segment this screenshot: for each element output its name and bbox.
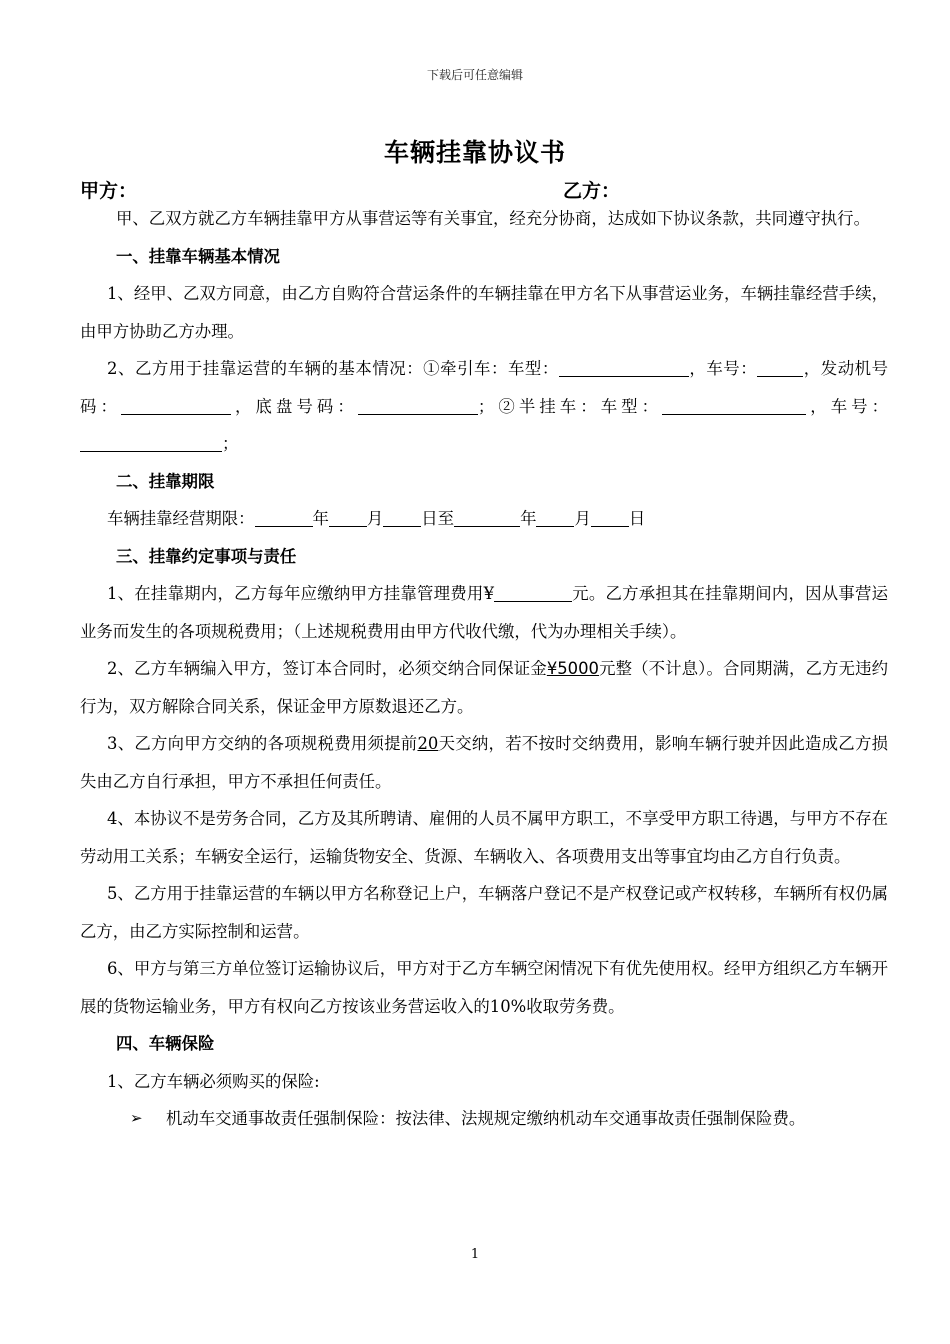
fee-text-tail: 元。乙方承担其在挂靠期间内，因从事营运业务而发生的各项规税费用；（上述规税费用由甲方代收代缴，代为办理相关手续）。 (80, 584, 889, 641)
insurance-bullet-text: 机动车交通事故责任强制保险：按法律、法规规定缴纳机动车交通事故责任强制保险费。 (166, 1109, 806, 1128)
advance-text-lead: 3、乙方向甲方交纳的各项规税费用须提前 (107, 734, 418, 753)
day-to-label: 日至 (421, 509, 455, 528)
insurance-bullet-item (80, 1100, 888, 1138)
section-3-para-3 (80, 725, 888, 800)
section-4-para-1: 1、乙方车辆必须购买的保险: (107, 1071, 320, 1091)
trailer-model-blank[interactable] (662, 396, 806, 415)
management-fee-blank[interactable] (494, 583, 572, 602)
section-3-para-6: 6、甲方与第三方单位签订运输协议后，甲方对于乙方车辆空闲情况下有优先使用权。经甲方组织乙方车辆开展的货物运输业务，甲方有权向乙方按该业务营运收入的10%收取劳务费。 (80, 959, 888, 1016)
section-3-para-5: 5、乙方用于挂靠运营的车辆以甲方名称登记上户，车辆落户登记不是产权登记或产权转移，车辆所有权仍属乙方，由乙方实际控制和运营。 (80, 884, 888, 941)
section-3-para-4: 4、本协议不是劳务合同，乙方及其所聘请、雇佣的人员不属甲方职工，不享受甲方职工待遇，与甲方不存在劳动用工关系；车辆安全运行，运输货物安全、货源、车辆收入、各项费用支出等事宜均由乙方自行负责。 (80, 809, 888, 866)
section-1-para-2 (80, 350, 888, 463)
advance-days: 20 (417, 734, 439, 753)
section-4-heading: 四、车辆保险 (116, 1034, 215, 1053)
chassis-number-label: ，底盘号码： (230, 396, 358, 416)
trailer-plate-label: ，车号： (806, 396, 889, 416)
year-label: 年 (312, 509, 329, 528)
day-label: 日 (628, 509, 646, 528)
start-month-blank[interactable] (329, 508, 367, 527)
year-label: 年 (520, 509, 537, 528)
term-label: 车辆挂靠经营期限： (107, 509, 255, 528)
header-note: 下载后可任意编辑 (426, 68, 523, 82)
section-1-heading: 一、挂靠车辆基本情况 (116, 246, 280, 266)
deposit-amount: ¥5000 (546, 659, 599, 678)
arrow-bullet-icon: ➢ (130, 1109, 143, 1127)
section-3-para-2 (80, 650, 888, 725)
end-month-blank[interactable] (536, 508, 574, 527)
fee-text-lead: 1、在挂靠期内，乙方每年应缴纳甲方挂靠管理费用¥ (107, 584, 494, 603)
advance-text-tail: 天交纳，若不按时交纳费用，影响车辆行驶并因此造成乙方损失由乙方自行承担，甲方不承担任何责任。 (80, 734, 888, 791)
section-3-heading: 三、挂靠约定事项与责任 (116, 546, 297, 566)
tractor-plate-label: ，车号： (688, 359, 758, 378)
engine-number-blank[interactable] (121, 396, 231, 415)
document-title: 车辆挂靠协议书 (383, 138, 566, 167)
section-3-para-1 (80, 575, 888, 650)
section-1-para-1: 1、经甲、乙双方同意，由乙方自购符合营运条件的车辆挂靠在甲方名下从事营运业务，车辆挂靠经营手续，由甲方协助乙方办理。 (80, 284, 888, 341)
vehicle-info-lead: 2、乙方用于挂靠运营的车辆的基本情况：①牵引车：车型： (107, 359, 559, 378)
trailer-plate-blank[interactable] (80, 433, 222, 452)
trailer-plate-end: ； (222, 434, 239, 453)
trailer-model-label: ；②半挂车：车型： (477, 396, 663, 416)
deposit-text-tail: 元整（不计息）。合同期满，乙方无违约行为，双方解除合同关系，保证金甲方原数退还乙方。 (80, 659, 888, 716)
chassis-number-blank[interactable] (358, 396, 478, 415)
end-day-blank[interactable] (591, 508, 629, 527)
party-a-label: 甲方： (80, 180, 138, 202)
month-label: 月 (574, 509, 591, 528)
section-2-heading: 二、挂靠期限 (116, 471, 215, 491)
tractor-plate-blank[interactable] (757, 358, 803, 377)
deposit-text-lead: 2、乙方车辆编入甲方，签订本合同时，必须交纳合同保证金 (107, 659, 547, 678)
end-year-blank[interactable] (454, 508, 520, 527)
page-number: 1 (470, 1247, 480, 1262)
parties-row (80, 176, 880, 200)
party-b-label: 乙方： (563, 180, 621, 202)
document-body (80, 200, 888, 1138)
term-line (80, 500, 888, 538)
month-label: 月 (366, 509, 384, 528)
engine-number-label: ，发动机号码： (80, 359, 888, 416)
intro-paragraph: 甲、乙双方就乙方车辆挂靠甲方从事营运等有关事宜，经充分协商，达成如下协议条款，共同遵守执行。 (116, 209, 870, 228)
tractor-model-blank[interactable] (559, 358, 689, 377)
start-day-blank[interactable] (383, 508, 421, 527)
start-year-blank[interactable] (255, 508, 313, 527)
